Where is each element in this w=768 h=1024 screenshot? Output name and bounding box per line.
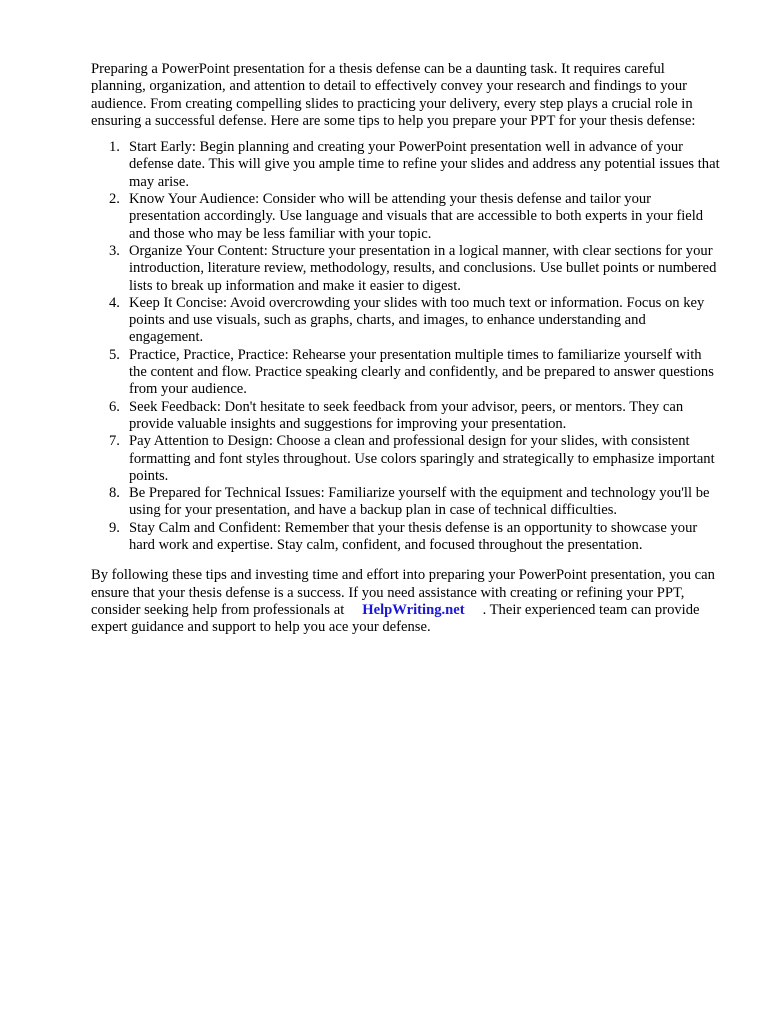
tip-item: [91, 485, 721, 520]
document-page: [91, 61, 721, 637]
intro-paragraph: Preparing a PowerPoint presentation for a thesis defense can be a daunting task. It requires careful planning, organization, and attention to detail to effectively convey your research and findings to your audience. From creating compelling slides to practicing your delivery, every step plays a crucial role in ensuring a successful defense. Here are some tips to help you prepare your PPT for your thesis defense:: [91, 61, 696, 129]
tip-item: [91, 295, 721, 347]
tip-text: Know Your Audience: Consider who will be attending your thesis defense and tailor your presentation accordingly. Use language and visuals that are accessible to both experts in your field and those who may be less familiar with your topic.: [129, 191, 704, 242]
outro-paragraph: [91, 567, 721, 636]
tips-list: [91, 139, 721, 554]
tip-text: Practice, Practice, Practice: Rehearse your presentation multiple times to familiarize yourself with the content and flow. Practice speaking clearly and confidently, and be prepared to answer questions from your audience.: [129, 346, 714, 398]
outro-text-after-link: . Their experienced team can provide expert guidance and support to help you ace your defense.: [91, 601, 700, 636]
outro-text-before-link: By following these tips and investing time and effort into preparing your PowerPoint presentation, you can ensure that your thesis defense is a success. If you need assistance with creating or refining your PPT, consider seeking help from professionals at: [91, 567, 715, 618]
tip-number: 1.: [109, 139, 120, 156]
helpwriting-link[interactable]: HelpWriting.net: [362, 601, 465, 618]
tip-text: Start Early: Begin planning and creating your PowerPoint presentation well in advance of your defense date. This will give you ample time to refine your slides and address any potential issues that may arise.: [129, 139, 720, 190]
tip-number: 4.: [109, 294, 120, 311]
tip-text: Be Prepared for Technical Issues: Familiarize yourself with the equipment and technology you'll be using for your presentation, and have a backup plan in case of technical difficulties.: [129, 485, 710, 519]
tip-number: 6.: [109, 398, 120, 415]
tip-text: Seek Feedback: Don't hesitate to seek feedback from your advisor, peers, or mentors. They can provide valuable insights and suggestions for improving your presentation.: [129, 398, 684, 432]
tip-number: 5.: [109, 346, 120, 363]
tip-text: Organize Your Content: Structure your presentation in a logical manner, with clear sections for your introduction, literature review, methodology, results, and conclusions. Use bullet points or numbered lists to break up information and make it easier to digest.: [129, 242, 717, 294]
tip-number: 3.: [109, 242, 120, 259]
tip-item: [91, 191, 721, 243]
tip-item: [91, 347, 721, 399]
tip-item: [91, 139, 721, 191]
tip-item: [91, 399, 721, 434]
tip-number: 9.: [109, 519, 120, 536]
tip-text: Pay Attention to Design: Choose a clean and professional design for your slides, with consistent formatting and font styles throughout. Use colors sparingly and strategically to emphasize important points.: [129, 433, 715, 484]
tip-item: [91, 243, 721, 295]
tip-number: 8.: [109, 485, 120, 502]
tip-item: [91, 433, 721, 485]
tip-text: Keep It Concise: Avoid overcrowding your slides with too much text or information. Focus on key points and use visuals, such as graphs, charts, and images, to enhance understanding and engagement.: [129, 294, 705, 346]
tip-item: [91, 520, 721, 555]
tip-number: 7.: [109, 433, 120, 450]
tip-number: 2.: [109, 191, 120, 208]
tip-text: Stay Calm and Confident: Remember that your thesis defense is an opportunity to showcase your hard work and expertise. Stay calm, confident, and focused throughout the presentation.: [129, 519, 698, 554]
